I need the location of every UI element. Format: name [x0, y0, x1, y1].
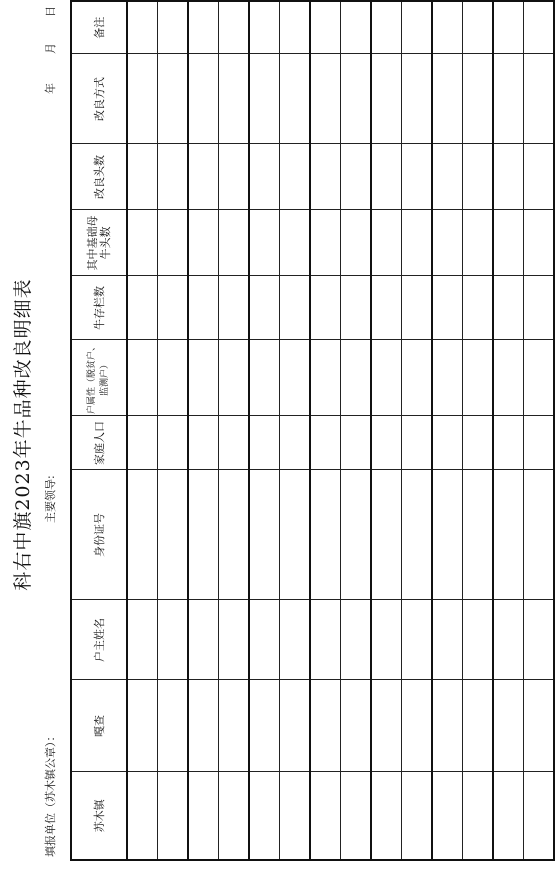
- table-cell-attr[interactable]: [371, 340, 402, 416]
- table-cell-method[interactable]: [341, 54, 372, 144]
- table-cell-note[interactable]: [432, 1, 463, 54]
- table-cell-family[interactable]: [219, 416, 250, 470]
- table-cell-sumu[interactable]: [127, 772, 158, 860]
- table-cell-name[interactable]: [463, 600, 494, 680]
- table-cell-note[interactable]: [249, 1, 280, 54]
- table-cell-cows[interactable]: [249, 210, 280, 276]
- table-cell-family[interactable]: [127, 416, 158, 470]
- table-cell-cows[interactable]: [188, 210, 219, 276]
- column-header-family: 家庭人口: [71, 416, 127, 470]
- table-cell-id[interactable]: [310, 470, 341, 600]
- table-cell-note[interactable]: [127, 1, 158, 54]
- table-cell-cattle[interactable]: [158, 276, 189, 340]
- table-cell-family[interactable]: [188, 416, 219, 470]
- table-cell-name[interactable]: [127, 600, 158, 680]
- table-cell-family[interactable]: [158, 416, 189, 470]
- table-cell-gacha[interactable]: [188, 680, 219, 772]
- table-cell-cattle[interactable]: [310, 276, 341, 340]
- table-cell-sumu[interactable]: [219, 772, 250, 860]
- table-cell-id[interactable]: [463, 470, 494, 600]
- table-cell-note[interactable]: [524, 1, 555, 54]
- table-cell-cattle[interactable]: [432, 276, 463, 340]
- table-cell-method[interactable]: [219, 54, 250, 144]
- table-cell-cows[interactable]: [280, 210, 311, 276]
- table-cell-cows[interactable]: [219, 210, 250, 276]
- column-header-cows: 其中基础母牛头数: [71, 210, 127, 276]
- table-cell-attr[interactable]: [310, 340, 341, 416]
- column-header-method: 改良方式: [71, 54, 127, 144]
- table-cell-family[interactable]: [249, 416, 280, 470]
- table-row: [402, 1, 433, 860]
- table-cell-attr[interactable]: [524, 340, 555, 416]
- table-cell-gacha[interactable]: [127, 680, 158, 772]
- table-cell-gacha[interactable]: [402, 680, 433, 772]
- table-row: [158, 1, 189, 860]
- table-cell-attr[interactable]: [402, 340, 433, 416]
- table-cell-family[interactable]: [463, 416, 494, 470]
- table-cell-improved[interactable]: [219, 144, 250, 210]
- table-cell-name[interactable]: [219, 600, 250, 680]
- table-row: [341, 1, 372, 860]
- table-cell-cows[interactable]: [432, 210, 463, 276]
- detail-table: [70, 0, 555, 861]
- table-cell-method[interactable]: [249, 54, 280, 144]
- table-cell-improved[interactable]: [127, 144, 158, 210]
- table-cell-id[interactable]: [371, 470, 402, 600]
- table-cell-cattle[interactable]: [280, 276, 311, 340]
- table-cell-attr[interactable]: [341, 340, 372, 416]
- table-cell-improved[interactable]: [249, 144, 280, 210]
- table-cell-cattle[interactable]: [219, 276, 250, 340]
- table-cell-cows[interactable]: [493, 210, 524, 276]
- table-cell-gacha[interactable]: [158, 680, 189, 772]
- table-cell-family[interactable]: [280, 416, 311, 470]
- table-cell-note[interactable]: [310, 1, 341, 54]
- table-header-row: [71, 1, 127, 860]
- table-cell-gacha[interactable]: [341, 680, 372, 772]
- table-cell-family[interactable]: [371, 416, 402, 470]
- table-cell-cattle[interactable]: [524, 276, 555, 340]
- table-cell-improved[interactable]: [463, 144, 494, 210]
- table-cell-improved[interactable]: [371, 144, 402, 210]
- table-cell-family[interactable]: [341, 416, 372, 470]
- table-cell-method[interactable]: [158, 54, 189, 144]
- table-body: [127, 1, 554, 860]
- table-row: [219, 1, 250, 860]
- page-title: 科右中旗2023年牛品种改良明细表: [12, 278, 34, 591]
- table-cell-id[interactable]: [524, 470, 555, 600]
- table-cell-attr[interactable]: [463, 340, 494, 416]
- table-cell-family[interactable]: [310, 416, 341, 470]
- table-cell-attr[interactable]: [493, 340, 524, 416]
- table-cell-id[interactable]: [249, 470, 280, 600]
- table-cell-family[interactable]: [402, 416, 433, 470]
- table-cell-sumu[interactable]: [249, 772, 280, 860]
- table-cell-gacha[interactable]: [524, 680, 555, 772]
- table-cell-cows[interactable]: [524, 210, 555, 276]
- table-cell-name[interactable]: [188, 600, 219, 680]
- table-cell-name[interactable]: [249, 600, 280, 680]
- table-cell-attr[interactable]: [158, 340, 189, 416]
- table-cell-note[interactable]: [463, 1, 494, 54]
- table-cell-cows[interactable]: [402, 210, 433, 276]
- table-cell-cattle[interactable]: [493, 276, 524, 340]
- date-month: 月: [44, 43, 57, 54]
- table-cell-gacha[interactable]: [249, 680, 280, 772]
- table-cell-note[interactable]: [188, 1, 219, 54]
- table-cell-improved[interactable]: [310, 144, 341, 210]
- table-cell-cows[interactable]: [371, 210, 402, 276]
- table-cell-id[interactable]: [402, 470, 433, 600]
- table-cell-method[interactable]: [493, 54, 524, 144]
- table-row: [280, 1, 311, 860]
- table-cell-note[interactable]: [402, 1, 433, 54]
- table-cell-cattle[interactable]: [341, 276, 372, 340]
- table-cell-improved[interactable]: [432, 144, 463, 210]
- table-cell-improved[interactable]: [402, 144, 433, 210]
- date-day: 日: [44, 6, 57, 17]
- table-cell-improved[interactable]: [341, 144, 372, 210]
- table-cell-improved[interactable]: [493, 144, 524, 210]
- table-cell-cows[interactable]: [127, 210, 158, 276]
- table-cell-name[interactable]: [341, 600, 372, 680]
- table-cell-sumu[interactable]: [280, 772, 311, 860]
- table-cell-id[interactable]: [341, 470, 372, 600]
- table-cell-method[interactable]: [402, 54, 433, 144]
- table-cell-improved[interactable]: [280, 144, 311, 210]
- table-cell-improved[interactable]: [158, 144, 189, 210]
- table-cell-id[interactable]: [219, 470, 250, 600]
- table-cell-attr[interactable]: [188, 340, 219, 416]
- table-cell-method[interactable]: [280, 54, 311, 144]
- date-year: 年: [44, 83, 57, 94]
- table-cell-id[interactable]: [158, 470, 189, 600]
- table-cell-cattle[interactable]: [402, 276, 433, 340]
- table-cell-name[interactable]: [280, 600, 311, 680]
- table-cell-note[interactable]: [493, 1, 524, 54]
- table-cell-attr[interactable]: [127, 340, 158, 416]
- table-row: [463, 1, 494, 860]
- table-cell-name[interactable]: [158, 600, 189, 680]
- table-cell-cows[interactable]: [341, 210, 372, 276]
- column-header-note: 备注: [71, 1, 127, 54]
- table-cell-family[interactable]: [524, 416, 555, 470]
- table-cell-note[interactable]: [219, 1, 250, 54]
- table-cell-name[interactable]: [432, 600, 463, 680]
- column-header-cattle: 牛存栏数: [71, 276, 127, 340]
- column-header-improved: 改良头数: [71, 144, 127, 210]
- table-row: [310, 1, 341, 860]
- table-cell-attr[interactable]: [249, 340, 280, 416]
- table-cell-attr[interactable]: [219, 340, 250, 416]
- table-cell-id[interactable]: [432, 470, 463, 600]
- table-cell-note[interactable]: [158, 1, 189, 54]
- table-cell-id[interactable]: [127, 470, 158, 600]
- table-cell-cattle[interactable]: [249, 276, 280, 340]
- table-cell-id[interactable]: [493, 470, 524, 600]
- table-cell-note[interactable]: [371, 1, 402, 54]
- table-cell-method[interactable]: [310, 54, 341, 144]
- table-cell-gacha[interactable]: [310, 680, 341, 772]
- table-cell-method[interactable]: [463, 54, 494, 144]
- table-cell-sumu[interactable]: [188, 772, 219, 860]
- table-row: [127, 1, 158, 860]
- table-cell-sumu[interactable]: [402, 772, 433, 860]
- table-row: [432, 1, 463, 860]
- table-row: [493, 1, 524, 860]
- table-cell-gacha[interactable]: [280, 680, 311, 772]
- table-row: [371, 1, 402, 860]
- table-cell-family[interactable]: [493, 416, 524, 470]
- table-cell-cows[interactable]: [158, 210, 189, 276]
- table-cell-sumu[interactable]: [310, 772, 341, 860]
- table-row: [524, 1, 555, 860]
- table-row: [249, 1, 280, 860]
- table-cell-cattle[interactable]: [371, 276, 402, 340]
- table-cell-cattle[interactable]: [127, 276, 158, 340]
- table-cell-method[interactable]: [371, 54, 402, 144]
- table-cell-note[interactable]: [341, 1, 372, 54]
- table-cell-gacha[interactable]: [219, 680, 250, 772]
- table-cell-method[interactable]: [127, 54, 158, 144]
- column-header-id: 身份证号: [71, 470, 127, 600]
- table-cell-note[interactable]: [280, 1, 311, 54]
- table-cell-sumu[interactable]: [158, 772, 189, 860]
- table-cell-gacha[interactable]: [493, 680, 524, 772]
- table-cell-name[interactable]: [310, 600, 341, 680]
- table-cell-name[interactable]: [493, 600, 524, 680]
- table-cell-attr[interactable]: [280, 340, 311, 416]
- table-cell-family[interactable]: [432, 416, 463, 470]
- table-cell-cows[interactable]: [310, 210, 341, 276]
- table-cell-name[interactable]: [371, 600, 402, 680]
- column-header-attr: 户属性（脱贫户、监测户）: [71, 340, 127, 416]
- table-cell-sumu[interactable]: [463, 772, 494, 860]
- table-cell-cattle[interactable]: [463, 276, 494, 340]
- table-row: [188, 1, 219, 860]
- column-header-name: 户主姓名: [71, 600, 127, 680]
- column-header-gacha: 嘎查: [71, 680, 127, 772]
- table-cell-improved[interactable]: [524, 144, 555, 210]
- table-cell-improved[interactable]: [188, 144, 219, 210]
- table-cell-id[interactable]: [280, 470, 311, 600]
- table-cell-id[interactable]: [188, 470, 219, 600]
- table-cell-gacha[interactable]: [463, 680, 494, 772]
- table-cell-sumu[interactable]: [524, 772, 555, 860]
- column-header-sumu: 苏木镇: [71, 772, 127, 860]
- table-cell-name[interactable]: [402, 600, 433, 680]
- table-cell-name[interactable]: [524, 600, 555, 680]
- table-cell-method[interactable]: [188, 54, 219, 144]
- table-cell-sumu[interactable]: [371, 772, 402, 860]
- table-cell-gacha[interactable]: [371, 680, 402, 772]
- fill-unit-label: 填报单位（苏木镇公章）：: [44, 730, 57, 857]
- table-cell-sumu[interactable]: [493, 772, 524, 860]
- table-cell-attr[interactable]: [432, 340, 463, 416]
- table-cell-sumu[interactable]: [432, 772, 463, 860]
- table-cell-method[interactable]: [524, 54, 555, 144]
- table-cell-method[interactable]: [432, 54, 463, 144]
- table-cell-cows[interactable]: [463, 210, 494, 276]
- table-cell-cattle[interactable]: [188, 276, 219, 340]
- table-cell-sumu[interactable]: [341, 772, 372, 860]
- table-cell-gacha[interactable]: [432, 680, 463, 772]
- leader-label: 主要领导:: [44, 475, 57, 523]
